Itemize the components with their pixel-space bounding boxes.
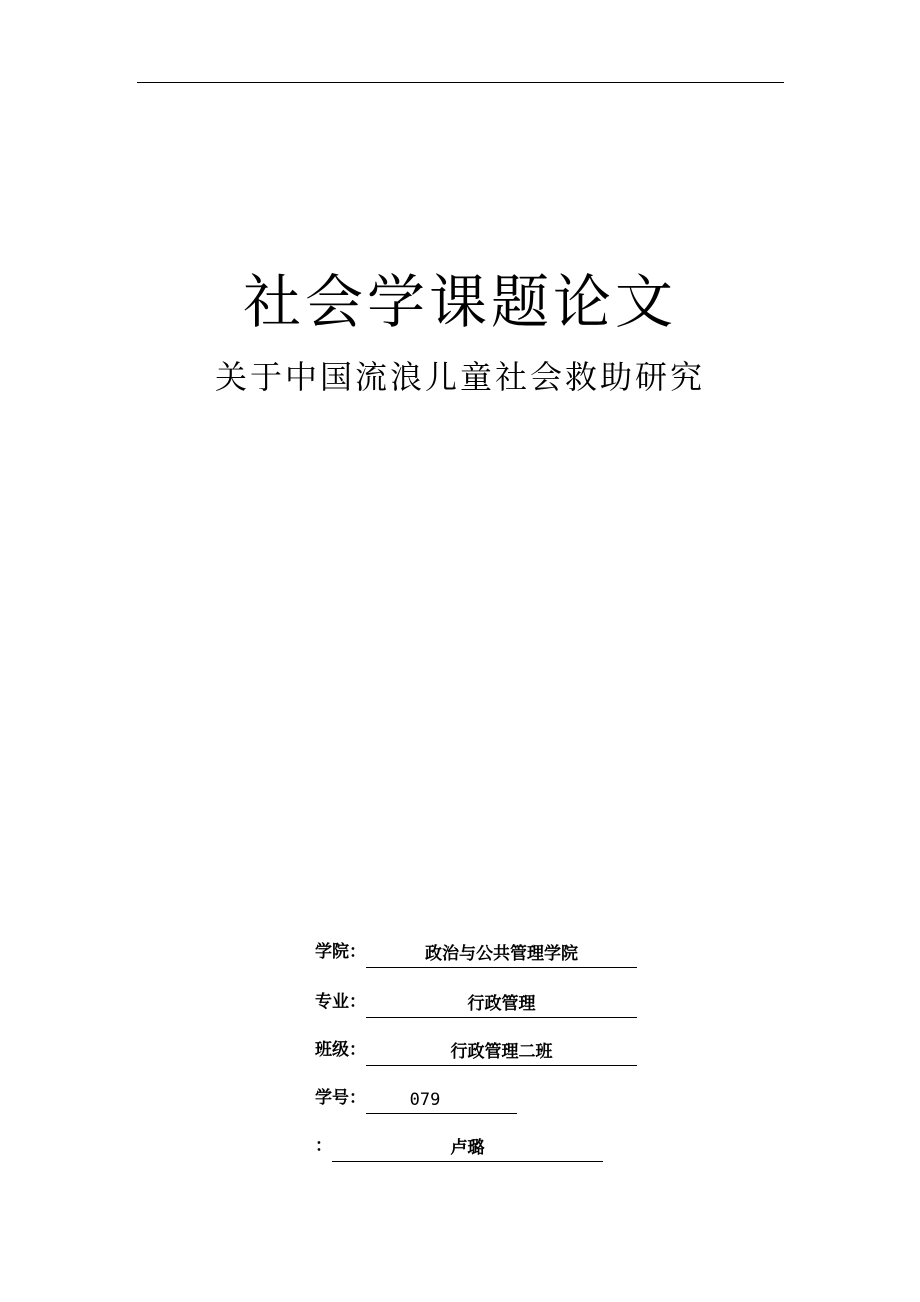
student-id-number: 079: [409, 1090, 441, 1110]
college-value: 政治与公共管理学院: [366, 941, 637, 968]
info-row-major: [315, 986, 637, 1018]
document-title: 社会学课题论文: [242, 268, 677, 336]
student-id-value: [366, 1087, 517, 1114]
college-label: 学院：: [315, 942, 366, 962]
class-value: 行政管理二班: [366, 1039, 637, 1066]
student-id-label: 学号：: [315, 1088, 366, 1108]
major-label: 专业：: [315, 992, 366, 1012]
header-rule: [137, 82, 784, 83]
class-label: 班级：: [315, 1040, 366, 1060]
document-subtitle: 关于中国流浪儿童社会救助研究: [214, 358, 705, 396]
major-value: 行政管理: [366, 991, 637, 1018]
info-row-name: [315, 1130, 603, 1162]
name-value: 卢璐: [332, 1135, 603, 1162]
info-row-college: [315, 936, 637, 968]
info-row-class: [315, 1034, 637, 1066]
info-row-student-id: [315, 1082, 517, 1114]
name-label: ：: [315, 1136, 332, 1156]
